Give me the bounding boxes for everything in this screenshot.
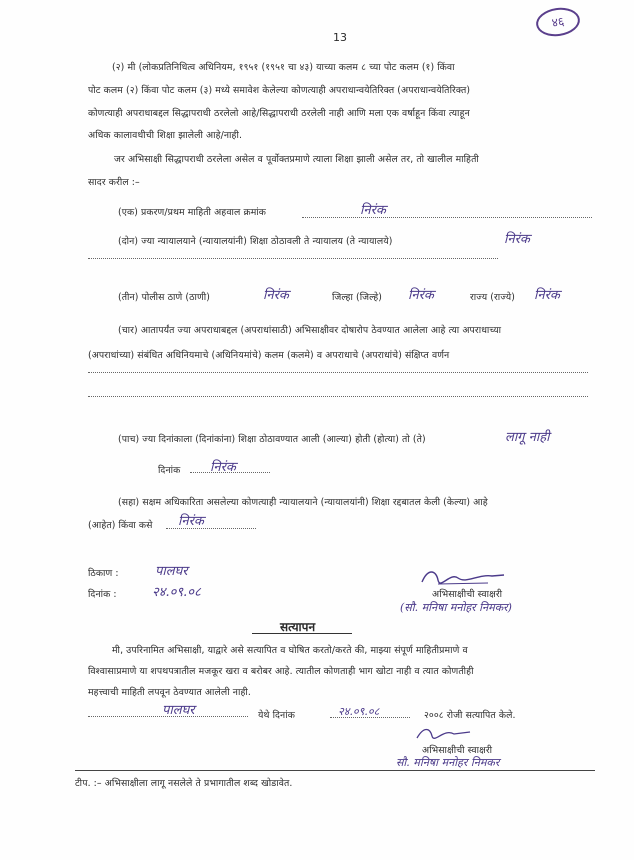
item1-value: निरंक <box>360 203 386 218</box>
item1-label: (एक) प्रकरण/प्रथम माहिती अहवाल क्रमांक <box>118 207 267 218</box>
item6-value: निरंक <box>178 514 204 529</box>
item3-label1: (तीन) पोलीस ठाणे (ठाणी) <box>118 292 210 303</box>
place-value: पालघर <box>155 564 188 579</box>
deponent-label: अभिसाक्षीची स्वाक्षरी <box>432 589 503 600</box>
item3-label3: राज्य (राज्ये) <box>470 292 515 303</box>
page-number: 13 <box>333 31 347 44</box>
verification-sig-label: अभिसाक्षीची स्वाक्षरी <box>422 745 493 756</box>
item5-value: लागू नाही <box>505 430 550 445</box>
page-stamp: ४६ <box>534 5 581 39</box>
footer-note: टीप. :– अभिसाक्षीला लागू नसलेले ते प्रभागातील शब्द खोडावेत. <box>75 778 293 789</box>
verification-place: पालघर <box>162 703 195 718</box>
item4-line2: (अपराधांच्या) संबंधित अधिनियमाचे (अधिनियमांचे) कलम (कलमे) व अपराधाचे (अपराधांचे) संक्षिप्त वर्णन <box>88 350 450 361</box>
item2-value: निरंक <box>504 232 530 247</box>
para2-line4: अधिक कालावधीची शिक्षा झालेली आहे/नाही. <box>88 130 243 141</box>
intro-line2: सादर करील :– <box>88 177 140 188</box>
item2-label: (दोन) ज्या न्यायालयाने (न्यायालयांनी) शिक्षा ठोठावली ते न्यायालय (ते न्यायालये) <box>118 236 393 247</box>
item3-value2: निरंक <box>408 288 434 303</box>
footer-divider <box>75 770 595 771</box>
item4-dotted-line-1 <box>88 372 588 373</box>
verification-signature <box>414 724 474 744</box>
item4-dotted-line-2 <box>88 396 588 397</box>
verification-line1: मी, उपरिनामित अभिसाक्षी, याद्वारे असे सत्यापित व घोषित करतो/करते की, माझ्या संपूर्ण माहितीप्रमाणे व <box>112 645 468 656</box>
verification-sig-name: सौ. मनिषा मनोहर निमकर <box>396 756 500 769</box>
item5-date-label: दिनांक <box>158 465 181 476</box>
date-value: २४.०९.०८ <box>152 585 201 600</box>
date-label: दिनांक : <box>88 589 117 600</box>
item5-line1: (पाच) ज्या दिनांकाला (दिनांकांना) शिक्षा ठोठावण्यात आली (आल्या) होती (होत्या) तो (ते) <box>118 434 426 445</box>
item6-line1: (सहा) सक्षम अधिकारिता असलेल्या कोणत्याही न्यायालयाने (न्यायालयांनी) शिक्षा रद्दबातल केली (केल्या) आहे <box>118 497 488 508</box>
para2-line3: कोणत्याही अपराधाबद्दल सिद्धापराधी ठरलेलो आहे/सिद्धापराधी ठरलेली नाही आणि मला एक वर्षाहून किंवा त्याहून <box>88 108 470 119</box>
item3-label2: जिल्हा (जिल्हे) <box>332 292 383 303</box>
verification-date: २४.०९.०८ <box>338 705 380 718</box>
para2-line2: पोट कलम (२) किंवा पोट कलम (३) मध्ये समावेश केलेल्या कोणत्याही अपराधान्वयेतिरिक्त (अपराधान्वयेतिरिक्त) <box>88 85 471 96</box>
verification-heading: सत्यापन <box>280 620 316 634</box>
verification-year-text: २००८ रोजी सत्यापित केले. <box>424 710 516 721</box>
item3-value3: निरंक <box>534 288 560 303</box>
verification-line2: विश्वासाप्रमाणे या शपथपत्रातील मजकूर खरा व बरोबर आहे. त्यातील कोणताही भाग खोटा नाही व त्यात कोणतीही <box>88 666 474 677</box>
item5-date-value: निरंक <box>210 460 236 475</box>
intro-line1: जर अभिसाक्षी सिद्धापराधी ठरलेला असेल व पूर्वोक्तप्रमाणे त्याला शिक्षा झाली असेल तर, तो खालील माहिती <box>114 154 479 165</box>
item6-line2: (आहेत) किंवा कसे <box>88 520 153 531</box>
verification-line3: महत्त्वाची माहिती लपवून ठेवण्यात आलेली नाही. <box>88 687 251 698</box>
item1-dotted-line <box>302 217 592 218</box>
para2-line1: (२) मी (लोकप्रतिनिधित्व अधिनियम, १९५१ (१९५१ चा ४३) याच्या कलम ८ च्या पोट कलम (१) किंवा <box>112 62 455 73</box>
deponent-name: (सौ. मनिषा मनोहर निमकर) <box>400 601 512 614</box>
verification-on-date-label: येथे दिनांक <box>258 710 295 721</box>
item4-line1: (चार) आतापर्यंत ज्या अपराधाबद्दल (अपराधांसाठी) अभिसाक्षीवर दोषारोप ठेवण्यात आलेला आहे त्या अपराधाच्या <box>118 325 502 336</box>
verification-heading-underline <box>252 633 352 634</box>
deponent-signature <box>418 566 508 588</box>
place-label: ठिकाण : <box>88 568 119 579</box>
item2-dotted-line <box>88 258 498 259</box>
item3-value1: निरंक <box>263 288 289 303</box>
